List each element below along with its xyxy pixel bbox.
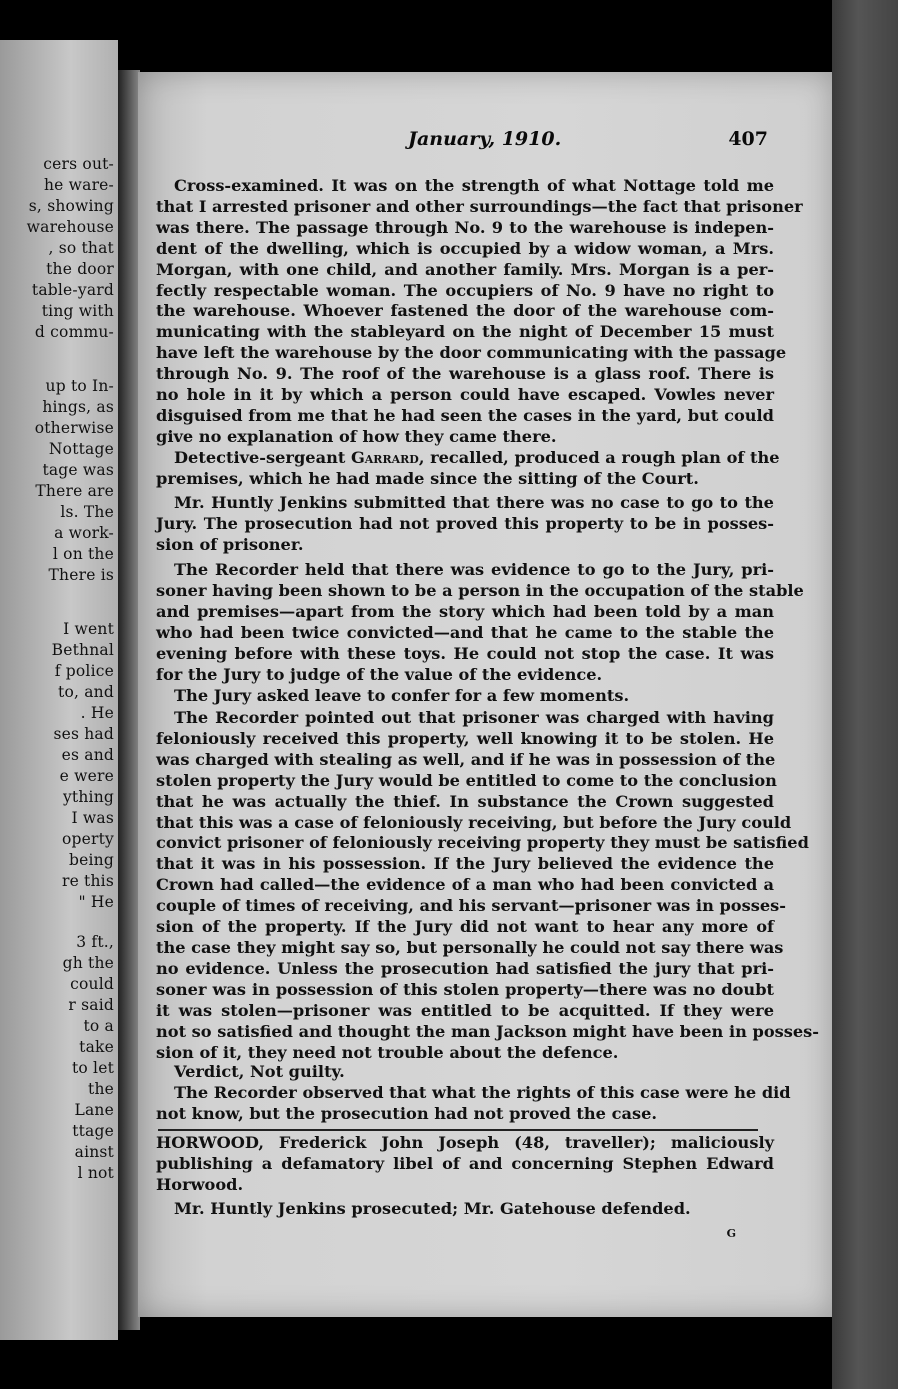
text-line: The Jury asked leave to confer for a few moments.: [174, 686, 630, 705]
text-line: and premises—apart from the story which had been told by a man: [156, 601, 774, 621]
facing-page-line: take: [79, 1038, 114, 1056]
scan-edge: [832, 0, 898, 1389]
facing-page-line: Lane: [74, 1101, 114, 1119]
facing-page-line: ting with: [41, 302, 114, 320]
text-line: evening before with these toys. He could not stop the case. It was: [156, 643, 774, 663]
text-line: The Recorder pointed out that prisoner was charged with having: [174, 708, 774, 727]
running-title: January, 1910.: [408, 128, 562, 150]
text-line: Mr. Huntly Jenkins submitted that there was no case to go to the: [174, 493, 774, 512]
text-line: who had been twice convicted—and that he came to the stable the: [156, 622, 774, 642]
text-line: premises, which he had made since the sitting of the Court.: [156, 468, 699, 488]
page-number: 407: [728, 128, 768, 150]
facing-page-line: the door: [46, 260, 114, 278]
facing-page-line: table-yard: [31, 281, 114, 299]
facing-page-line: f police: [54, 662, 114, 680]
facing-page-line: es and: [61, 746, 114, 764]
text-line: Jury. The prosecution had not proved this property to be in posses-: [156, 513, 774, 533]
paragraph-recorder-pointed: [156, 708, 819, 1063]
facing-page-line: otherwise: [34, 419, 114, 437]
text-line: it was stolen—prisoner was entitled to be acquitted. If they were: [156, 1000, 774, 1020]
facing-page-line: Bethnal: [51, 641, 114, 659]
text-line: dent of the dwelling, which is occupied by a widow woman, a Mrs.: [156, 238, 774, 258]
person-name: Garrard: [350, 448, 419, 467]
text-line: was there. The passage through No. 9 to the warehouse is indepen-: [156, 217, 774, 237]
text-line: fectly respectable woman. The occupiers of No. 9 have no right to: [156, 280, 774, 300]
facing-page-line: up to In-: [45, 377, 114, 395]
facing-page-line: tage was: [42, 461, 114, 479]
facing-page-line: r said: [68, 996, 114, 1014]
facing-page-line: to a: [83, 1017, 114, 1035]
facing-page-line: Nottage: [48, 440, 114, 458]
facing-page-line: ls. The: [60, 503, 114, 521]
facing-page-line: I went: [63, 620, 114, 638]
text-line: publishing a defamatory libel of and concerning Stephen Edward: [156, 1153, 774, 1173]
text-line: soner was in possession of this stolen property—there was no doubt: [156, 979, 774, 999]
book-gutter: [118, 70, 140, 1330]
facing-page-line: There are: [35, 482, 114, 500]
text-line: Morgan, with one child, and another family. Mrs. Morgan is a per-: [156, 259, 774, 279]
text-line: no evidence. Unless the prosecution had satisfied the jury that pri-: [156, 958, 774, 978]
facing-page-line: could: [70, 975, 114, 993]
text-line: have left the warehouse by the door communicating with the passage: [156, 343, 787, 363]
facing-page-line: gh the: [62, 954, 114, 972]
text-line: soner having been shown to be a person in the occupation of the stable: [156, 580, 804, 600]
facing-page-line: to, and: [58, 683, 114, 701]
text-line: Verdict, Not guilty.: [174, 1062, 345, 1081]
facing-page-line: hings, as: [42, 398, 114, 416]
paragraph-garrard: [156, 448, 780, 490]
paragraph-recorder-observed: [156, 1083, 791, 1125]
facing-page-line: l not: [77, 1164, 114, 1182]
text-line: feloniously received this property, well knowing it to be stolen. He: [156, 728, 774, 748]
paragraph-recorder-held: [156, 560, 804, 685]
text-line: no hole in it by which a person could have escaped. Vowles never: [156, 385, 774, 405]
counsel-line: [156, 1199, 774, 1220]
text-line: The Recorder held that there was evidence to go to the Jury, pri-: [174, 560, 774, 579]
facing-page-line: warehouse: [26, 218, 114, 236]
text-fragment: Detective-sergeant: [174, 448, 351, 467]
text-line: stolen property the Jury would be entitled to come to the conclusion: [156, 770, 777, 790]
text-line: sion of it, they need not trouble about the defence.: [156, 1042, 619, 1062]
text-line: for the Jury to judge of the value of the evidence.: [156, 664, 603, 684]
facing-page-line: being: [69, 851, 114, 869]
facing-page-line: l on the: [52, 545, 114, 563]
facing-page-line: operty: [61, 830, 114, 848]
paragraph-verdict: [156, 1062, 774, 1083]
text-line: the case they might say so, but personally he could not say there was: [156, 937, 784, 957]
facing-page-line: ses had: [53, 725, 114, 743]
text-line: give no explanation of how they came there.: [156, 426, 557, 446]
facing-page-line: cers out-: [43, 155, 114, 173]
text-line: disguised from me that he had seen the cases in the yard, but could: [156, 405, 774, 425]
facing-page-line: There is: [48, 566, 114, 584]
facing-page-line: he ware-: [43, 176, 114, 194]
text-line: [156, 448, 780, 469]
text-line: sion of the property. If the Jury did not want to hear any more of: [156, 917, 774, 937]
text-line: municating with the stableyard on the night of December 15 must: [156, 322, 774, 342]
running-head: [408, 128, 768, 150]
text-line: Cross-examined. It was on the strength of what Nottage told me: [174, 176, 774, 195]
text-line: that he was actually the thief. In substance the Crown suggested: [156, 791, 774, 811]
case-heading: [156, 1133, 774, 1196]
facing-page-line: a work-: [54, 524, 114, 542]
text-line: HORWOOD, Frederick John Joseph (48, traveller); maliciously: [156, 1133, 774, 1152]
text-line: that it was in his possession. If the Jury believed the evidence the: [156, 854, 774, 874]
paragraph-cross-examined: [156, 176, 803, 448]
text-line: that I arrested prisoner and other surroundings—the fact that prisoner: [156, 196, 803, 216]
paragraph-submission: [156, 493, 774, 556]
text-line: Mr. Huntly Jenkins prosecuted; Mr. Gatehouse defended.: [174, 1199, 691, 1218]
facing-page-line: I was: [71, 809, 114, 827]
facing-page-line: " He: [78, 893, 114, 911]
facing-page-line: ainst: [74, 1143, 114, 1161]
paragraph-jury-leave: [156, 686, 774, 707]
text-line: The Recorder observed that what the rights of this case were he did: [174, 1083, 791, 1102]
text-line: sion of prisoner.: [156, 534, 304, 554]
facing-page-line: d commu-: [34, 323, 114, 341]
signature-mark: G: [726, 1227, 736, 1240]
text-line: through No. 9. The roof of the warehouse is a glass roof. There is: [156, 364, 774, 384]
facing-page: [0, 40, 118, 1340]
facing-page-line: e were: [59, 767, 114, 785]
text-line: not know, but the prosecution had not proved the case.: [156, 1103, 658, 1123]
facing-page-line: ttage: [72, 1122, 114, 1140]
facing-page-line: to let: [71, 1059, 114, 1077]
facing-page-line: 3 ft.,: [76, 933, 114, 951]
text-line: Crown had called—the evidence of a man who had been convicted a: [156, 875, 774, 895]
facing-page-line: ything: [62, 788, 114, 806]
facing-page-line: re this: [61, 872, 114, 890]
text-line: the warehouse. Whoever fastened the door of the warehouse com-: [156, 301, 774, 321]
facing-page-line: . He: [80, 704, 114, 722]
facing-page-line: s, showing: [28, 197, 114, 215]
text-line: not so satisfied and thought the man Jackson might have been in posses-: [156, 1021, 819, 1041]
page: [138, 72, 832, 1317]
text-line: convict prisoner of feloniously receiving property they must be satisfied: [156, 833, 809, 853]
text-line: Horwood.: [156, 1174, 244, 1194]
text-line: that this was a case of feloniously receiving, but before the Jury could: [156, 812, 792, 832]
text-line: was charged with stealing as well, and if he was in possession of the: [156, 749, 776, 769]
text-line: couple of times of receiving, and his servant—prisoner was in posses-: [156, 896, 786, 916]
facing-page-line: the: [88, 1080, 114, 1098]
facing-page-line: , so that: [48, 239, 114, 257]
section-rule: [158, 1129, 758, 1131]
text-fragment: , recalled, produced a rough plan of the: [418, 448, 780, 467]
